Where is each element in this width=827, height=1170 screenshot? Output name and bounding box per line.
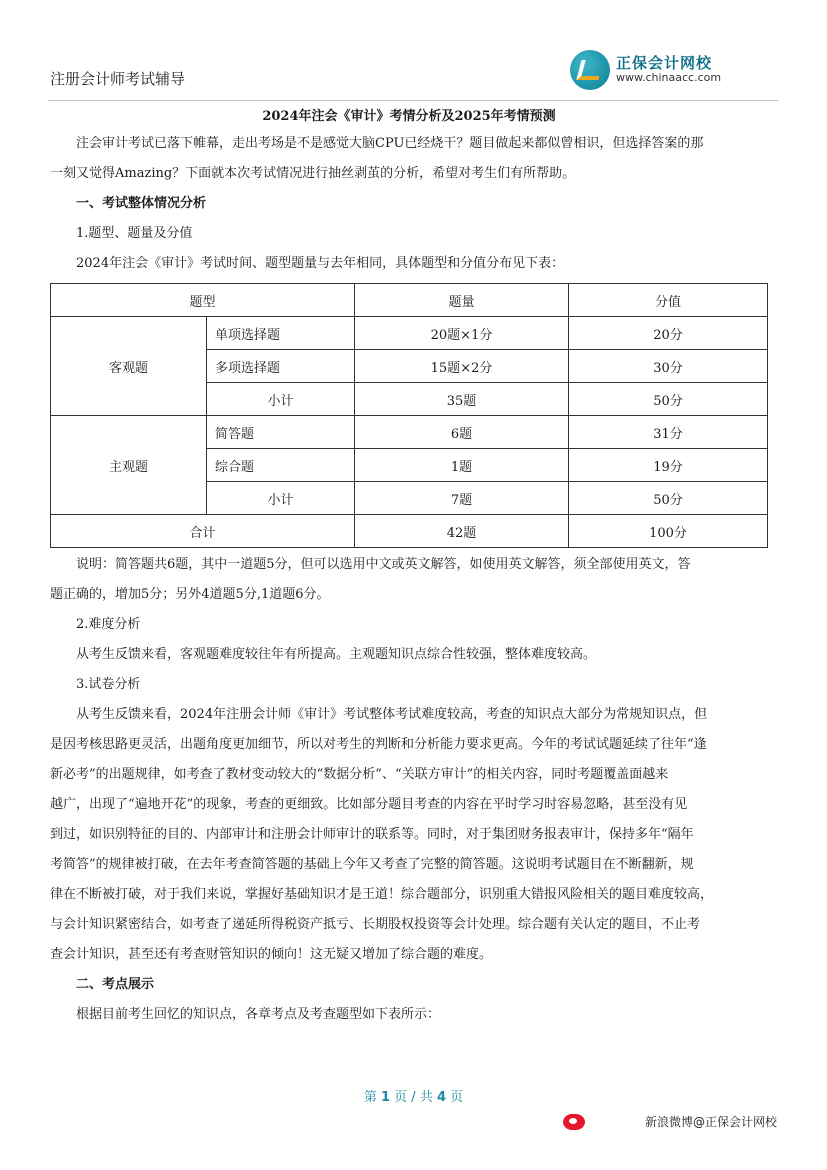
row-score: 31分 bbox=[569, 416, 768, 449]
analysis-line: 越广，出现了“遍地开花”的现象，考查的更细致。比如部分题目考查的内容在平时学习时容易忽略，甚至没有见 bbox=[50, 797, 688, 812]
row-name: 小计 bbox=[207, 383, 355, 416]
analysis-line: 新必考”的出题规律，如考查了教材变动较大的“数据分析”、“关联方审计”的相关内容，同时考题覆盖面越来 bbox=[50, 767, 669, 782]
analysis-line: 考简答”的规律被打破，在去年考查简答题的基础上今年又考查了完整的简答题。这说明考试题目在不断翻新，规 bbox=[50, 857, 694, 872]
row-qty: 15题×2分 bbox=[355, 350, 569, 383]
table-row bbox=[51, 317, 768, 350]
objective-label: 客观题 bbox=[51, 317, 207, 416]
section-1-heading: 一、考试整体情况分析 bbox=[76, 196, 207, 211]
table-header-score: 分值 bbox=[569, 284, 768, 317]
section-2-heading: 二、考点展示 bbox=[76, 977, 155, 992]
document-body bbox=[50, 104, 768, 1030]
row-name: 小计 bbox=[207, 482, 355, 515]
page-total: 4 bbox=[436, 1090, 447, 1105]
row-qty: 6题 bbox=[355, 416, 569, 449]
table-header-qty: 题量 bbox=[355, 284, 569, 317]
row-qty: 20题×1分 bbox=[355, 317, 569, 350]
intro-line-2: 一刻又觉得Amazing？下面就本次考试情况进行抽丝剥茧的分析，希望对考生们有所帮助。 bbox=[50, 166, 576, 181]
row-name: 单项选择题 bbox=[207, 317, 355, 350]
total-qty: 42题 bbox=[355, 515, 569, 548]
analysis-line: 与会计知识紧密结合，如考查了递延所得税资产抵亏、长期股权投资等会计处理。综合题有关认定的题目，不止考 bbox=[50, 917, 701, 932]
row-score: 50分 bbox=[569, 383, 768, 416]
note-line-2: 题正确的，增加5分；另外4道题5分,1道题6分。 bbox=[50, 587, 330, 602]
logo-name: 正保会计网校 bbox=[616, 54, 713, 73]
row-qty: 7题 bbox=[355, 482, 569, 515]
row-name: 简答题 bbox=[207, 416, 355, 449]
row-name: 综合题 bbox=[207, 449, 355, 482]
table-header-type: 题型 bbox=[51, 284, 355, 317]
document-title: 2024年注会《审计》考情分析及2025年考情预测 bbox=[262, 109, 556, 124]
table-row bbox=[51, 416, 768, 449]
row-score: 30分 bbox=[569, 350, 768, 383]
row-qty: 35题 bbox=[355, 383, 569, 416]
header-title: 注册会计师考试辅导 bbox=[50, 70, 186, 88]
total-label: 合计 bbox=[51, 515, 355, 548]
analysis-line: 从考生反馈来看，2024年注册会计师《审计》考试整体考试难度较高，考查的知识点大部分为常规知识点，但 bbox=[76, 707, 708, 722]
subjective-label: 主观题 bbox=[51, 416, 207, 515]
row-name: 多项选择题 bbox=[207, 350, 355, 383]
score-table bbox=[50, 283, 768, 548]
analysis-line: 律在不断被打破，对于我们来说，掌握好基础知识才是王道！综合题部分，识别重大错报风险相关的题目难度较高， bbox=[50, 887, 714, 902]
row-score: 50分 bbox=[569, 482, 768, 515]
intro-line-1: 注会审计考试已落下帷幕，走出考场是不是感觉大脑CPU已经烧干？题目做起来都似曾相识，但选择答案的那 bbox=[76, 136, 704, 151]
header-divider bbox=[48, 100, 778, 101]
analysis-line: 到过，如识别特征的目的、内部审计和注册会计师审计的联系等。同时，对于集团财务报表审计，保持多年“隔年 bbox=[50, 827, 694, 842]
subsection-1-heading: 1.题型、题量及分值 bbox=[76, 226, 193, 241]
page-prefix: 第 bbox=[363, 1090, 377, 1105]
page-mid: 页 / 共 bbox=[394, 1090, 433, 1105]
row-score: 20分 bbox=[569, 317, 768, 350]
note-line-1: 说明：简答题共6题，其中一道题5分，但可以选用中文或英文解答，如使用英文解答，须全部使用英文，答 bbox=[76, 557, 691, 572]
chinaacc-logo-icon bbox=[570, 50, 610, 90]
row-score: 19分 bbox=[569, 449, 768, 482]
weibo-credit bbox=[563, 1113, 777, 1130]
logo bbox=[570, 50, 721, 90]
weibo-icon bbox=[563, 1114, 585, 1130]
logo-url: www.chinaacc.com bbox=[616, 71, 722, 85]
table-total-row bbox=[51, 515, 768, 548]
weibo-text: 新浪微博@正保会计网校 bbox=[644, 1115, 777, 1129]
subsection-1-text: 2024年注会《审计》考试时间、题型题量与去年相同，具体题型和分值分布见下表： bbox=[76, 256, 565, 271]
row-qty: 1题 bbox=[355, 449, 569, 482]
total-score: 100分 bbox=[569, 515, 768, 548]
section-2-text: 根据目前考生回忆的知识点，各章考点及考查题型如下表所示： bbox=[76, 1007, 441, 1022]
subsection-2-heading: 2.难度分析 bbox=[76, 617, 141, 632]
page-suffix: 页 bbox=[450, 1090, 464, 1105]
analysis-line: 查会计知识，甚至还有考查财管知识的倾向！这无疑又增加了综合题的难度。 bbox=[50, 947, 493, 962]
page-number: 1 bbox=[380, 1090, 391, 1105]
subsection-2-text: 从考生反馈来看，客观题难度较往年有所提高。主观题知识点综合性较强，整体难度较高。 bbox=[76, 647, 597, 662]
table-header-row bbox=[51, 284, 768, 317]
page-indicator bbox=[0, 1086, 827, 1105]
analysis-line: 是因考核思路更灵活，出题角度更加细节，所以对考生的判断和分析能力要求更高。今年的考试试题延续了往年“逢 bbox=[50, 737, 707, 752]
subsection-3-heading: 3.试卷分析 bbox=[76, 677, 141, 692]
